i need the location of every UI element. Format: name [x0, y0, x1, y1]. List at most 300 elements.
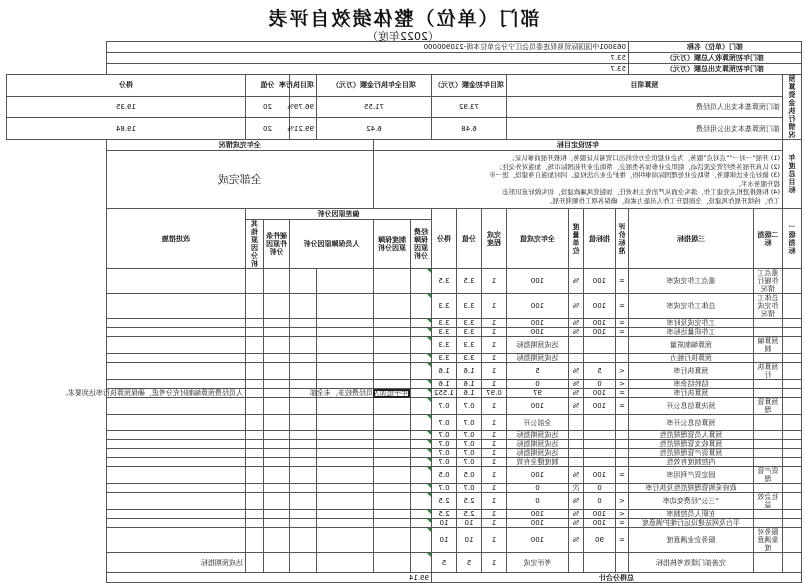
indicator-rating: =	[615, 328, 628, 337]
col-level1: 一级指标	[783, 209, 802, 269]
indicator-cause-funds	[410, 467, 431, 484]
indicator-cause-other	[245, 380, 263, 389]
indicator-unit	[568, 337, 583, 354]
indicator-weight: 3.3	[456, 294, 481, 319]
indicator-complete: 1	[481, 337, 506, 354]
indicator-level1	[783, 519, 802, 528]
indicator-cause-system	[373, 415, 410, 431]
indicator-level1	[783, 415, 802, 431]
indicator-rating: =	[615, 519, 628, 528]
goals-col-plan: 年初设定目标	[373, 140, 782, 151]
indicator-level2: 预算管理	[754, 398, 783, 415]
budget-initial: 6.48	[431, 118, 506, 140]
indicator-cause-staff-extra	[289, 519, 316, 528]
indicator-target	[583, 553, 615, 573]
indicator-measures	[106, 467, 245, 484]
indicator-measures	[106, 269, 245, 294]
indicator-measures	[106, 431, 245, 440]
indicator-level2	[754, 319, 783, 328]
indicator-level1	[783, 449, 802, 458]
indicator-cause-hardware	[263, 519, 289, 528]
indicator-score: 2.5	[431, 510, 456, 519]
indicator-actual: 100	[506, 319, 568, 328]
indicator-actual: 达成预期指标	[506, 440, 568, 449]
indicator-cause-hardware	[263, 484, 289, 493]
indicator-row	[7, 449, 802, 458]
indicator-cause-system	[373, 269, 410, 294]
indicator-cause-hardware	[263, 458, 289, 467]
indicator-row	[7, 458, 802, 467]
indicator-measures	[106, 294, 245, 319]
indicator-row	[7, 389, 802, 398]
indicator-cause-hardware	[263, 319, 289, 328]
indicator-cause-system	[373, 328, 410, 337]
indicator-unit: %	[568, 294, 583, 319]
col-score: 得分	[431, 209, 456, 269]
indicator-complete: 1	[481, 328, 506, 337]
goals-section-label: 年度总目标	[783, 140, 802, 209]
indicator-score: 0.7	[431, 415, 456, 431]
indicator-cause-system	[373, 431, 410, 440]
indicator-rating: <	[615, 380, 628, 389]
indicator-unit: %	[568, 398, 583, 415]
indicator-row	[7, 484, 802, 493]
indicator-unit: %	[568, 528, 583, 553]
indicator-complete: 1	[481, 363, 506, 380]
indicator-cause-other	[245, 415, 263, 431]
indicator-cause-funds	[410, 449, 431, 458]
indicator-cause-staff	[316, 484, 373, 493]
indicator-level2: 服务对象满意度	[754, 528, 783, 553]
indicator-cause-funds	[410, 294, 431, 319]
indicator-target: 100	[583, 269, 615, 294]
indicator-level1	[783, 467, 802, 484]
indicator-target: 90	[583, 528, 615, 553]
indicator-cause-funds	[410, 337, 431, 354]
indicator-actual: 0	[506, 484, 568, 493]
indicator-weight: 0.7	[456, 458, 481, 467]
indicator-level3: 在职人员控制率	[628, 510, 753, 519]
indicator-score: 0.7	[431, 449, 456, 458]
indicator-level2	[754, 458, 783, 467]
indicator-measures	[106, 328, 245, 337]
indicator-score: 2.5	[431, 493, 456, 510]
indicator-complete: 1	[481, 493, 506, 510]
indicator-measures	[106, 415, 245, 431]
indicator-weight: 5	[456, 553, 481, 573]
indicator-cause-staff-extra	[289, 363, 316, 380]
indicator-cause-staff-extra	[289, 510, 316, 519]
indicator-rating: =	[615, 398, 628, 415]
indicator-level1	[783, 484, 802, 493]
indicator-measures	[106, 363, 245, 380]
col-measures: 改进措施	[106, 209, 245, 269]
indicator-level3: 内控制度有效性	[628, 458, 753, 467]
indicator-row	[7, 519, 802, 528]
indicator-cause-funds	[410, 458, 431, 467]
indicator-cause-staff-extra	[289, 528, 316, 553]
indicator-cause-staff	[316, 415, 373, 431]
goals-plan-text	[373, 151, 782, 209]
indicator-weight: 1.6	[456, 363, 481, 380]
indicator-level2	[754, 553, 783, 573]
indicator-cause-staff-extra	[289, 467, 316, 484]
indicator-level2: 总体工作完成情况	[754, 294, 783, 319]
indicator-level3: 平台及网站建设运行维护满意度	[628, 519, 753, 528]
indicator-cause-funds	[410, 269, 431, 294]
indicator-complete: 1	[481, 519, 506, 528]
indicator-row	[7, 354, 802, 363]
indicator-level2: 重点工作履行情况	[754, 269, 783, 294]
indicator-complete: 1	[481, 380, 506, 389]
indicator-actual: 97	[506, 389, 568, 398]
indicator-cause-staff-extra	[289, 458, 316, 467]
indicator-weight: 3.3	[456, 328, 481, 337]
indicator-complete: 1	[481, 415, 506, 431]
indicator-actual: 100	[506, 294, 568, 319]
indicator-cause-hardware	[263, 467, 289, 484]
indicator-score: 0.7	[431, 484, 456, 493]
indicator-weight: 0.7	[456, 415, 481, 431]
indicator-cause-staff	[316, 519, 373, 528]
indicator-complete: 1	[481, 440, 506, 449]
indicator-cause-funds	[410, 553, 431, 573]
indicator-cause-other	[245, 431, 263, 440]
budget-actual: 71.55	[316, 96, 431, 118]
indicator-level1	[783, 389, 802, 398]
indicator-complete: 0.97	[481, 389, 506, 398]
indicator-cause-staff	[316, 440, 373, 449]
col-cause-other: 其他原因分析	[245, 220, 263, 269]
indicator-row	[7, 510, 802, 519]
indicator-rating: =	[615, 467, 628, 484]
indicator-cause-hardware	[263, 510, 289, 519]
indicator-cause-hardware	[263, 493, 289, 510]
indicator-header-row	[7, 209, 802, 220]
goals-body-row	[7, 151, 802, 209]
indicator-measures	[106, 510, 245, 519]
indicator-complete: 1	[481, 449, 506, 458]
indicator-cause-hardware	[263, 354, 289, 363]
indicator-unit: %	[568, 363, 583, 380]
indicator-target	[583, 458, 615, 467]
indicator-cause-system	[373, 519, 410, 528]
indicator-cause-staff	[316, 269, 373, 294]
indicator-level3: 预算人员管理规范性	[628, 431, 753, 440]
budget-score: 20	[245, 96, 289, 118]
value-department-name: 063001中国国际贸易促进委员会江宁分会单位本级-210900000	[106, 42, 628, 53]
indicator-actual: 全部公开	[506, 415, 568, 431]
indicator-cause-hardware	[263, 363, 289, 380]
indicator-measures	[106, 319, 245, 328]
indicator-rating	[615, 354, 628, 363]
indicator-row	[7, 415, 802, 431]
col-cause-funds: 经费保障原因分析	[410, 220, 431, 269]
indicator-row	[7, 380, 802, 389]
indicator-cause-other	[245, 484, 263, 493]
indicator-target	[583, 415, 615, 431]
budget-project-name: 部门预算基本支出公用经费	[506, 118, 782, 140]
indicator-cause-staff-extra	[289, 269, 316, 294]
col-unit: 度量单位	[568, 209, 583, 269]
indicator-target	[583, 337, 615, 354]
indicator-cause-staff-extra	[289, 440, 316, 449]
indicator-complete: 1	[481, 269, 506, 294]
indicator-complete: 1	[481, 294, 506, 319]
indicator-measures	[106, 528, 245, 553]
indicator-level1	[783, 337, 802, 354]
indicator-level3: 政府采购管理规范性及执行率	[628, 484, 753, 493]
indicator-cause-funds	[410, 319, 431, 328]
indicator-row	[7, 294, 802, 319]
budget-initial: 73.92	[431, 96, 506, 118]
indicator-measures	[106, 519, 245, 528]
indicator-score: 3.5	[431, 269, 456, 294]
indicator-weight: 0.7	[456, 398, 481, 415]
indicator-level1	[783, 440, 802, 449]
budget-section-label: 预算资金执行情况	[783, 75, 802, 140]
indicator-target	[583, 449, 615, 458]
indicator-measures	[106, 398, 245, 415]
indicator-cause-hardware	[263, 337, 289, 354]
indicator-level2	[754, 484, 783, 493]
label-budget-expense: 部门年初预算支出总额（万元）	[628, 64, 801, 75]
indicator-cause-funds	[410, 389, 431, 398]
indicator-measures	[106, 337, 245, 354]
info-row-name	[7, 42, 802, 53]
indicator-level3: 预算执行率	[628, 389, 753, 398]
indicator-unit	[568, 440, 583, 449]
value-budget-expense: 53.7	[106, 64, 628, 75]
indicator-score: 3.3	[431, 354, 456, 363]
indicator-cause-staff-extra	[289, 319, 316, 328]
indicator-weight: 3.3	[456, 337, 481, 354]
indicator-rating	[615, 337, 628, 354]
indicator-cause-other	[245, 467, 263, 484]
indicator-level3: 完善部门绩效考核指标	[628, 553, 753, 573]
indicator-cause-system	[373, 467, 410, 484]
indicator-rating: =	[615, 528, 628, 553]
indicator-cause-system	[373, 380, 410, 389]
indicator-cause-staff	[316, 493, 373, 510]
indicator-level2	[754, 354, 783, 363]
indicator-score: 1.552	[431, 389, 456, 398]
col-cause-system: 制度保障原因分析	[373, 220, 410, 269]
indicator-unit: %	[568, 328, 583, 337]
indicator-rating	[615, 484, 628, 493]
indicator-score: 0.7	[431, 431, 456, 440]
col-analysis: 偏差原因分析	[245, 209, 431, 220]
budget-col-actual: 项目全年执行金额（万元）	[316, 75, 431, 97]
goals-plan-line: (2) 认真开展各类经贸交流活动，组织企业参加各类展会，帮助企业开拓国际市场，加强对外交往；	[495, 162, 780, 171]
indicator-level3: 预算执行率	[628, 363, 753, 380]
indicator-actual: 100	[506, 269, 568, 294]
indicator-complete: 1	[481, 553, 506, 573]
indicator-rating: <	[615, 363, 628, 380]
indicator-weight: 10	[456, 519, 481, 528]
indicator-cause-funds	[410, 354, 431, 363]
indicator-actual: 达成预期指标	[506, 449, 568, 458]
indicator-measures: 人员经费预算编制时充分考虑，确保预算执行率达到要求。	[106, 389, 245, 398]
indicator-cause-system	[373, 528, 410, 553]
indicator-cause-staff	[316, 449, 373, 458]
indicator-rating: =	[615, 294, 628, 319]
indicator-cause-staff	[316, 431, 373, 440]
indicator-complete: 1	[481, 528, 506, 553]
col-actual: 全年完成值	[506, 209, 568, 269]
indicator-cause-staff-extra	[289, 337, 316, 354]
indicator-cause-other	[245, 510, 263, 519]
indicator-level2	[754, 440, 783, 449]
indicator-cause-system	[373, 484, 410, 493]
indicator-target: 100	[583, 294, 615, 319]
indicator-row	[7, 553, 802, 573]
indicator-cause-system	[373, 440, 410, 449]
indicator-unit: %	[568, 319, 583, 328]
indicator-score: 1.6	[431, 380, 456, 389]
indicator-cause-other	[245, 553, 263, 573]
indicator-rating	[615, 431, 628, 440]
indicator-cause-system	[373, 553, 410, 573]
budget-col-initial: 项目年初金额（万元）	[431, 75, 506, 97]
indicator-cause-staff-extra	[289, 415, 316, 431]
indicator-actual: 0	[506, 493, 568, 510]
indicator-cause-staff	[316, 398, 373, 415]
indicator-cause-system	[373, 363, 410, 380]
indicator-row	[7, 528, 802, 553]
indicator-complete: 1	[481, 458, 506, 467]
indicator-unit	[568, 458, 583, 467]
indicator-cause-staff	[316, 510, 373, 519]
indicator-cause-other	[245, 519, 263, 528]
indicator-cause-staff-extra	[289, 294, 316, 319]
indicator-cause-system	[373, 510, 410, 519]
indicator-unit: 次	[568, 484, 583, 493]
indicator-actual: 0	[506, 380, 568, 389]
indicator-cause-other	[245, 328, 263, 337]
indicator-target: 5	[583, 363, 615, 380]
indicator-actual: 100	[506, 528, 568, 553]
budget-row	[7, 118, 802, 140]
indicator-level1	[783, 328, 802, 337]
col-weight: 分值	[456, 209, 481, 269]
indicator-level2	[754, 510, 783, 519]
indicator-cause-staff	[316, 458, 373, 467]
indicator-weight: 1.6	[456, 389, 481, 398]
indicator-rating	[615, 458, 628, 467]
budget-got: 19.35	[7, 96, 246, 118]
indicator-weight: 3.5	[456, 269, 481, 294]
indicator-weight: 1.6	[456, 380, 481, 389]
indicator-level2	[754, 328, 783, 337]
budget-header-row	[7, 75, 802, 97]
indicator-rating: =	[615, 319, 628, 328]
indicator-weight: 2.5	[456, 510, 481, 519]
col-cause-hardware: 硬件条件原因分析	[263, 220, 289, 269]
indicator-weight: 3.3	[456, 319, 481, 328]
indicator-actual: 100	[506, 328, 568, 337]
indicator-row	[7, 319, 802, 328]
total-value: 99.14	[106, 573, 431, 583]
indicator-cause-funds	[410, 431, 431, 440]
indicator-cause-system: 年中追加人员经费较多，未全部	[373, 389, 410, 398]
indicator-cause-other	[245, 363, 263, 380]
indicator-level3: 预算执行能力	[628, 354, 753, 363]
indicator-measures	[106, 380, 245, 389]
col-rating: 评价标准	[615, 209, 628, 269]
indicator-unit	[568, 415, 583, 431]
indicator-level2: 社会效益	[754, 493, 783, 510]
indicator-weight: 10	[456, 528, 481, 553]
indicator-unit	[568, 354, 583, 363]
indicator-target	[583, 440, 615, 449]
indicator-actual: 100	[506, 510, 568, 519]
indicator-complete: 1	[481, 431, 506, 440]
indicator-target: 100	[583, 319, 615, 328]
indicator-score: 3.3	[431, 337, 456, 354]
indicator-cause-staff	[316, 467, 373, 484]
indicator-unit: %	[568, 380, 583, 389]
indicator-level2: 资产管理	[754, 467, 783, 484]
indicator-score: 5	[431, 553, 456, 573]
indicator-unit	[568, 431, 583, 440]
indicator-weight: 0.7	[456, 440, 481, 449]
indicator-measures	[106, 440, 245, 449]
indicator-actual: 制度健全有效	[506, 458, 568, 467]
indicator-unit: %	[568, 510, 583, 519]
indicator-target: 100	[583, 519, 615, 528]
indicator-target: 100	[583, 389, 615, 398]
indicator-cause-funds	[410, 415, 431, 431]
indicator-cause-system	[373, 493, 410, 510]
indicator-score: 3.3	[431, 294, 456, 319]
budget-project-name: 部门预算基本支出人员经费	[506, 96, 782, 118]
indicator-cause-staff	[316, 319, 373, 328]
indicator-actual: 100	[506, 398, 568, 415]
indicator-cause-system	[373, 354, 410, 363]
label-department-name: 部门（单位）名称	[628, 42, 801, 53]
indicator-cause-staff-extra	[289, 431, 316, 440]
indicator-weight: 0.5	[456, 467, 481, 484]
indicator-unit: %	[568, 467, 583, 484]
indicator-target: 0	[583, 380, 615, 389]
indicator-actual: 100	[506, 519, 568, 528]
indicator-cause-staff	[316, 380, 373, 389]
indicator-rating	[615, 440, 628, 449]
indicator-level3: 预决算信息公开	[628, 398, 753, 415]
indicator-complete: 1	[481, 467, 506, 484]
indicator-actual: 达成预期指标	[506, 337, 568, 354]
indicator-level1	[783, 510, 802, 519]
indicator-row	[7, 328, 802, 337]
goals-plan-line: 工作，持续开展作风建设，全面提升工作人员能力素质，确保各项工作顺利开展。	[546, 196, 780, 205]
page-title: 部门（单位）整体绩效自评表	[266, 8, 540, 30]
indicator-cause-other	[245, 354, 263, 363]
indicator-cause-funds	[410, 363, 431, 380]
indicator-cause-other	[245, 294, 263, 319]
indicator-cause-other	[245, 398, 263, 415]
budget-col-score: 分值	[245, 75, 289, 97]
indicator-level1	[783, 458, 802, 467]
budget-score: 20	[245, 118, 289, 140]
goals-plan-line: (3) 做好企业法律服务，帮助企业处理国际商事纠纷，维护企业合法权益。同时加强自身建设，进一步	[489, 171, 780, 179]
indicator-row	[7, 269, 802, 294]
indicator-complete: 1	[481, 484, 506, 493]
indicator-score: 0.7	[431, 440, 456, 449]
indicator-cause-staff	[316, 294, 373, 319]
indicator-level1	[783, 431, 802, 440]
indicator-score: 10	[431, 519, 456, 528]
